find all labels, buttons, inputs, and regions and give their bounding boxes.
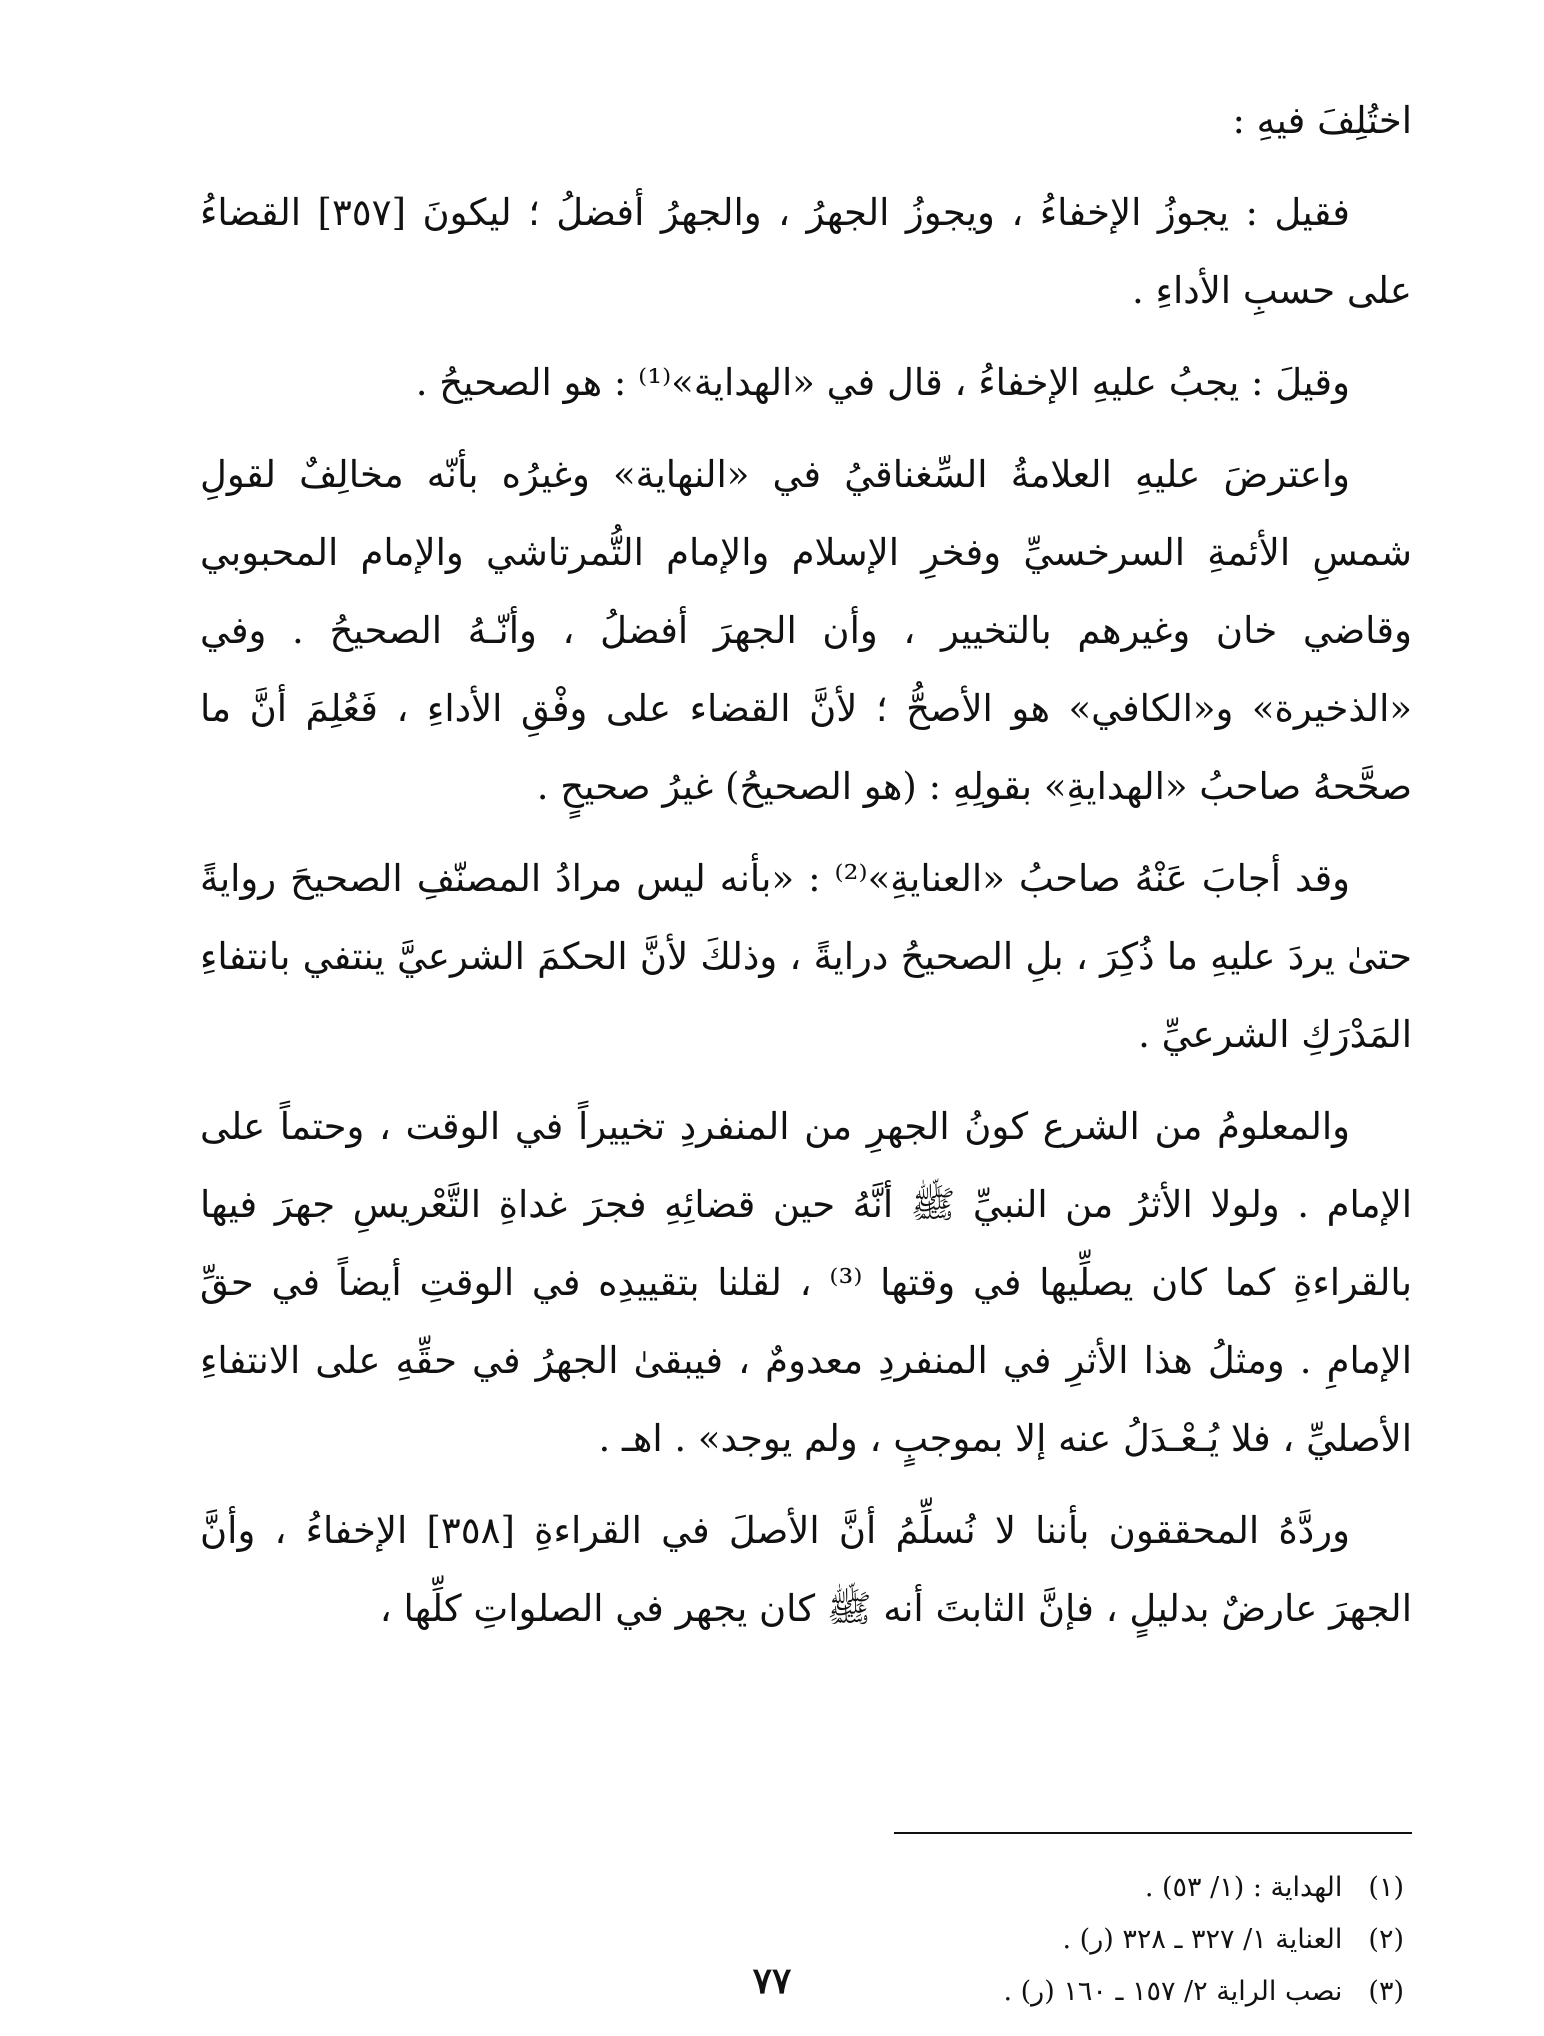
footnote-number: (٢) [1368,1924,1404,1955]
paragraph: اختُلِفَ فيهِ : [1232,99,1412,142]
footnote-item [700,1914,1404,1966]
paragraph: واعترضَ عليهِ العلامةُ السِّغناقيُ في «النهاية» وغيرُه بأنّه مخالِفٌ لقولِ شمسِ الأئمةِ السرخسيِّ وفخرِ الإسلام والإمام التُّمرتاشي والإمام المحبوبي وقاضي خان وغيرهم بالتخيير ، وأن الجهرَ أفضلُ ، وأنّـهُ الصحيحُ . وفي «الذخيرة» و«الكافي» هو الأصحُّ ؛ لأنَّ القضاء على وفْقِ الأداءِ ، فَعُلِمَ أنَّ ما صحَّحهُ صاحبُ «الهدايةِ» بقولِهِ : (هو الصحيحُ) غيرُ صحيحٍ . [200,453,1412,808]
page-number: ٧٧ [752,1960,792,2002]
paragraph: فقيل : يجوزُ الإخفاءُ ، ويجوزُ الجهرُ ، والجهرُ أفضلُ ؛ ليكونَ [٣٥٧] القضاءُ على حسبِ الأداءِ . [200,191,1412,312]
footnote-text: العناية ١/ ٣٢٧ ـ ٣٢٨ (ر) . [1062,1924,1343,1955]
footnote-text: نصب الراية ٢/ ١٥٧ ـ ١٦٠ (ر) . [1003,1976,1343,2007]
footnote-number: (٣) [1368,1976,1404,2007]
paragraph: والمعلومُ من الشرع كونُ الجهرِ من المنفردِ تخييراً في الوقت ، وحتماً على الإمام . ولولا الأثرُ من النبيِّ ﷺ أنَّهُ حين قضائِهِ فجرَ غداةِ التَّعْريسِ جهرَ فيها بالقراءةِ كما كان يصلِّيها في وقتها ⁽³⁾ ، لقلنا بتقييدِه في الوقتِ أيضاً في حقِّ الإمامِ . ومثلُ هذا الأثرِ في المنفردِ معدومٌ ، فيبقىٰ الجهرُ في حقِّهِ على الانتفاءِ الأصليِّ ، فلا يُـعْـدَلُ عنه إلا بموجبٍ ، ولم يوجد» . اهـ . [200,1105,1412,1460]
footnote-separator [894,1832,1412,1834]
footnote-item [700,1862,1404,1914]
paragraph: وردَّهُ المحققون بأننا لا نُسلِّمُ أنَّ الأصلَ في القراءةِ [٣٥٨] الإخفاءُ ، وأنَّ الجهرَ عارضٌ بدليلٍ ، فإنَّ الثابتَ أنه ﷺ كان يجهر في الصلواتِ كلِّها ، [200,1509,1412,1630]
footnote-text: الهداية : (١/ ٥٣) . [1144,1872,1343,1903]
footnote-number: (١) [1368,1872,1404,1903]
paragraph: وقيلَ : يجبُ عليهِ الإخفاءُ ، قال في «الهداية»⁽¹⁾ : هو الصحيحُ . [415,361,1350,404]
main-text [200,82,1412,1662]
paragraph: وقد أجابَ عَنْهُ صاحبُ «العنايةِ»⁽²⁾ : «بأنه ليس مرادُ المصنّفِ الصحيحَ روايةً حتىٰ يردَ عليهِ ما ذُكِرَ ، بلِ الصحيحُ درايةً ، وذلكَ لأنَّ الحكمَ الشرعيَّ ينتفي بانتفاءِ المَدْرَكِ الشرعيِّ . [200,857,1412,1056]
